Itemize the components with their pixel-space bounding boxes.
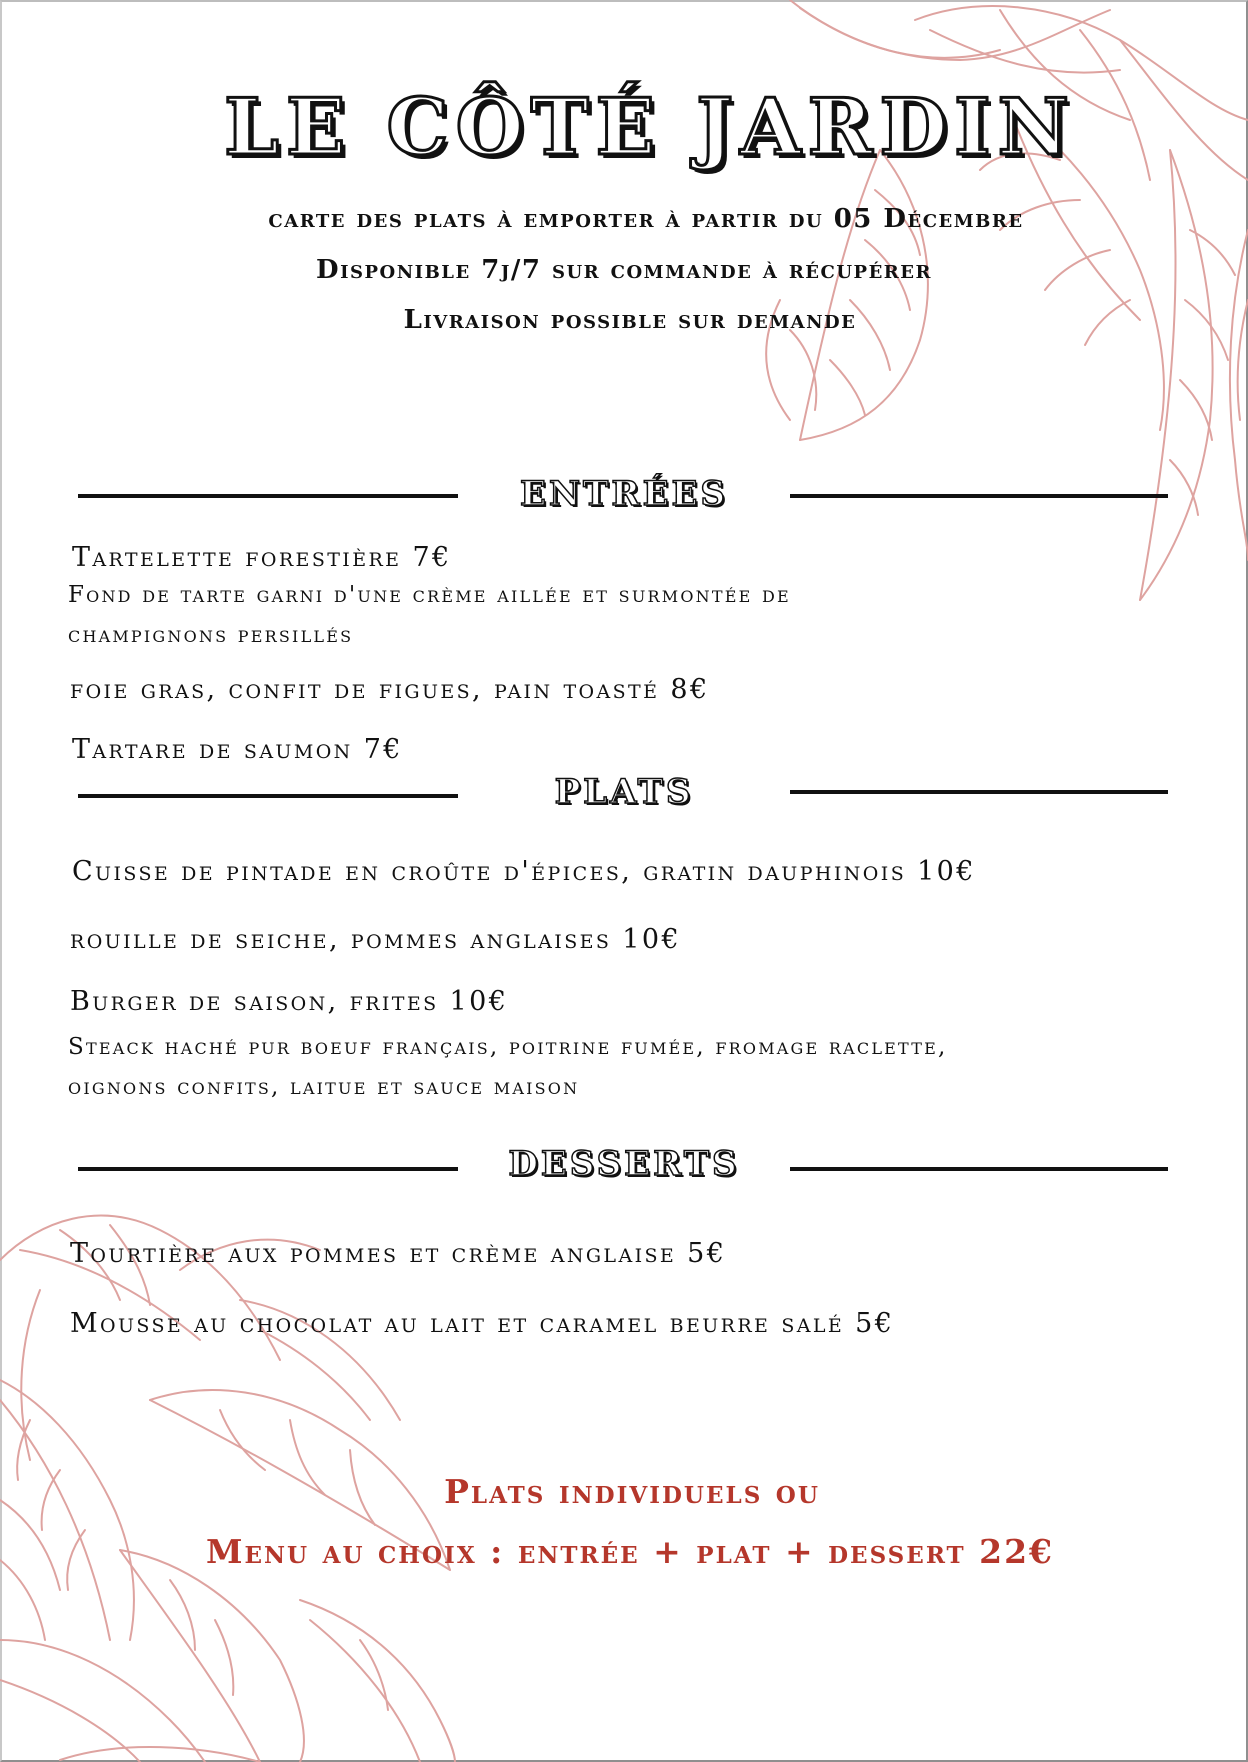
desserts-heading: DESSERTS bbox=[508, 1144, 740, 1184]
promo-line-individual: Plats individuels ou bbox=[444, 1472, 820, 1511]
plat-item-description: Steack haché pur boeuf français, poitrine fumée, fromage raclette, bbox=[68, 1034, 948, 1060]
entree-item-description: champignons persillés bbox=[68, 622, 354, 648]
entrees-divider-right bbox=[790, 494, 1168, 498]
plat-item-name: Burger de saison, frites 10€ bbox=[70, 986, 509, 1017]
plat-item-description: oignons confits, laitue et sauce maison bbox=[68, 1074, 580, 1100]
entree-item-name: Tartelette forestière 7€ bbox=[72, 542, 452, 573]
plat-item-name: Cuisse de pintade en croûte d'épices, gratin dauphinois 10€ bbox=[72, 856, 976, 887]
subtitle-availability-date: carte des plats à emporter à partir du 05 Décembre bbox=[268, 204, 1024, 234]
subtitle-delivery-info: Livraison possible sur demande bbox=[403, 305, 857, 335]
restaurant-title: LE CÔTÉ JARDIN bbox=[224, 82, 1076, 173]
dessert-item-name: Tourtière aux pommes et crème anglaise 5€ bbox=[70, 1238, 727, 1269]
promo-line-menu: Menu au choix : entrée + plat + dessert 22€ bbox=[205, 1532, 1055, 1571]
entree-item-name: foie gras, confit de figues, pain toasté 8€ bbox=[70, 674, 710, 705]
entree-item-description: Fond de tarte garni d'une crème aillée et surmontée de bbox=[68, 582, 791, 608]
plat-item-name: rouille de seiche, pommes anglaises 10€ bbox=[70, 924, 682, 955]
entree-item-name: Tartare de saumon 7€ bbox=[72, 734, 403, 765]
plats-heading: PLATS bbox=[554, 772, 694, 812]
plats-divider-right bbox=[790, 790, 1168, 794]
dessert-item-name: Mousse au chocolat au lait et caramel beurre salé 5€ bbox=[70, 1308, 895, 1339]
subtitle-order-info: Disponible 7j/7 sur commande à récupérer bbox=[316, 255, 932, 285]
entrees-heading: ENTRÉES bbox=[520, 474, 728, 514]
desserts-divider-right bbox=[790, 1167, 1168, 1171]
